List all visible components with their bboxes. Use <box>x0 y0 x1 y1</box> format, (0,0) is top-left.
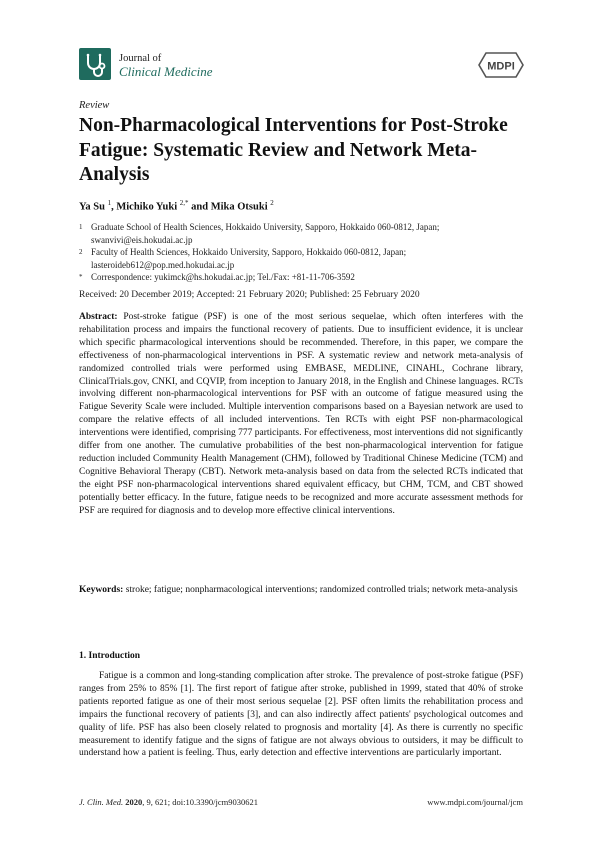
author-separator: , <box>111 201 117 213</box>
citation-footer <box>79 797 258 807</box>
affiliation-marker: 1 <box>79 223 83 231</box>
mdpi-hexagon-icon <box>478 50 524 80</box>
affiliation-email[interactable]: swanvivi@eis.hokudai.ac.jp <box>91 234 193 245</box>
correspondence-marker: * <box>79 273 83 281</box>
author-separator: and <box>188 201 211 213</box>
author-affiliation-mark: 2 <box>270 199 274 207</box>
affiliation-text: Faculty of Health Sciences, Hokkaido University, Sapporo, Hokkaido 060-0812, Japan; <box>91 247 407 257</box>
publication-dates: Received: 20 December 2019; Accepted: 21 February 2020; Published: 25 February 2020 <box>79 290 420 300</box>
abstract-text: Post-stroke fatigue (PSF) is one of the most serious sequelae, which often interferes with the rehabilitation process and impairs the functional recovery of patients. Due to insufficient evidence, it is unclear which specific pharmacological interventions should be recommended. Therefore, in this paper, we compare the effectiveness of non-pharmacological interventions in PSF. A systematic review and network meta-analysis of randomized controlled trials were performed using EMBASE, MEDLINE, CINAHL, Cochrane library, ClinicalTrials.gov, CNKI, and CQVIP, from inception to January 2018, in the English and Chinese languages. RCTs involving different non-pharmacological interventions for PSF with an outcome of fatigue measured using the Fatigue Severity Scale were included. Multiple intervention comparisons based on a Bayesian network are used to compare the relative effects of all included interventions. Ten RCTs with eight PSF non-pharmacological interventions were identified, comprising 777 participants. For effectiveness, most interventions did not significantly differ from one another. The cumulative probabilities of the best non-pharmacological intervention for fatigue reduction included Community Health Management (CHM), followed by Traditional Chinese Medicine (TCM) and Cognitive Behavioral Therapy (CBT). Network meta-analysis based on data from the selected RCTs indicated that the eight PSF non-pharmacological interventions shared equivalent efficacy, but CHM, TCM, and CBT showed potentially better efficacy. In the future, fatigue needs to be recognized and more accurate assessment methods for PSF are required for diagnosis and to develop more effective clinical interventions. <box>79 312 523 516</box>
journal-url[interactable]: www.mdpi.com/journal/jcm <box>427 797 523 807</box>
section-heading: 1. Introduction <box>79 651 141 661</box>
article-title: Non-Pharmacological Interventions for Post-Stroke Fatigue: Systematic Review and Network Meta-Analysis <box>79 115 508 185</box>
stethoscope-icon <box>79 48 111 80</box>
keywords-text: stroke; fatigue; nonpharmacological interventions; randomized controlled trials; network meta-analysis <box>125 585 518 595</box>
citation-details[interactable]: , 9, 621; doi:10.3390/jcm9030621 <box>142 797 258 807</box>
keywords <box>79 584 523 597</box>
author-list <box>79 199 274 213</box>
publisher-label: MDPI <box>487 60 515 73</box>
citation-year: 2020 <box>125 797 143 807</box>
correspondence <box>79 271 355 284</box>
author-affiliation-mark: 2,* <box>179 199 189 207</box>
journal-abbrev: J. Clin. Med. <box>79 797 124 807</box>
affiliation-text: Graduate School of Health Sciences, Hokkaido University, Sapporo, Hokkaido 060-0812, Japan; <box>91 222 440 232</box>
journal-logo <box>79 48 111 80</box>
mdpi-logo[interactable] <box>478 50 524 80</box>
affiliation-email[interactable]: lasteroideb612@pop.med.hokudai.ac.jp <box>91 259 235 270</box>
affiliation-1 <box>79 221 440 246</box>
abstract <box>79 311 523 518</box>
abstract-label: Abstract: <box>79 312 118 322</box>
article-type: Review <box>79 100 110 111</box>
author-name[interactable]: Mika Otsuki <box>210 201 268 213</box>
keywords-label: Keywords: <box>79 585 124 595</box>
journal-name[interactable]: Clinical Medicine <box>119 64 213 79</box>
author-name[interactable]: Ya Su <box>79 201 105 213</box>
author-name[interactable]: Michiko Yuki <box>116 201 178 213</box>
affiliation-2 <box>79 246 407 271</box>
author-affiliation-mark: 1 <box>107 199 112 207</box>
intro-paragraph: Fatigue is a common and long-standing complication after stroke. The prevalence of post-stroke fatigue (PSF) ranges from 25% to 85% [1]. The first report of fatigue after stroke, published in 1999, stated that 40% of stroke patients reported fatigue as one of their most serious sequelae [2]. PSF often limits the rehabilitation process and impairs the functional recovery of patients [3], and can also indirectly affect patients' psychological outcomes and quality of life. PSF has also been closely related to prognosis and mortality [4]. As there is currently no specific measurement to identify fatigue and the signs of fatigue are not always obvious to outsiders, it may be difficult to understand how a patient is feeling. Thus, early detection and effective interventions are particularly important. <box>79 671 523 759</box>
journal-of-label: Journal of <box>119 53 162 64</box>
affiliation-marker: 2 <box>79 248 83 256</box>
correspondence-text[interactable]: Correspondence: yukimck@hs.hokudai.ac.jp; Tel./Fax: +81-11-706-3592 <box>91 272 355 282</box>
